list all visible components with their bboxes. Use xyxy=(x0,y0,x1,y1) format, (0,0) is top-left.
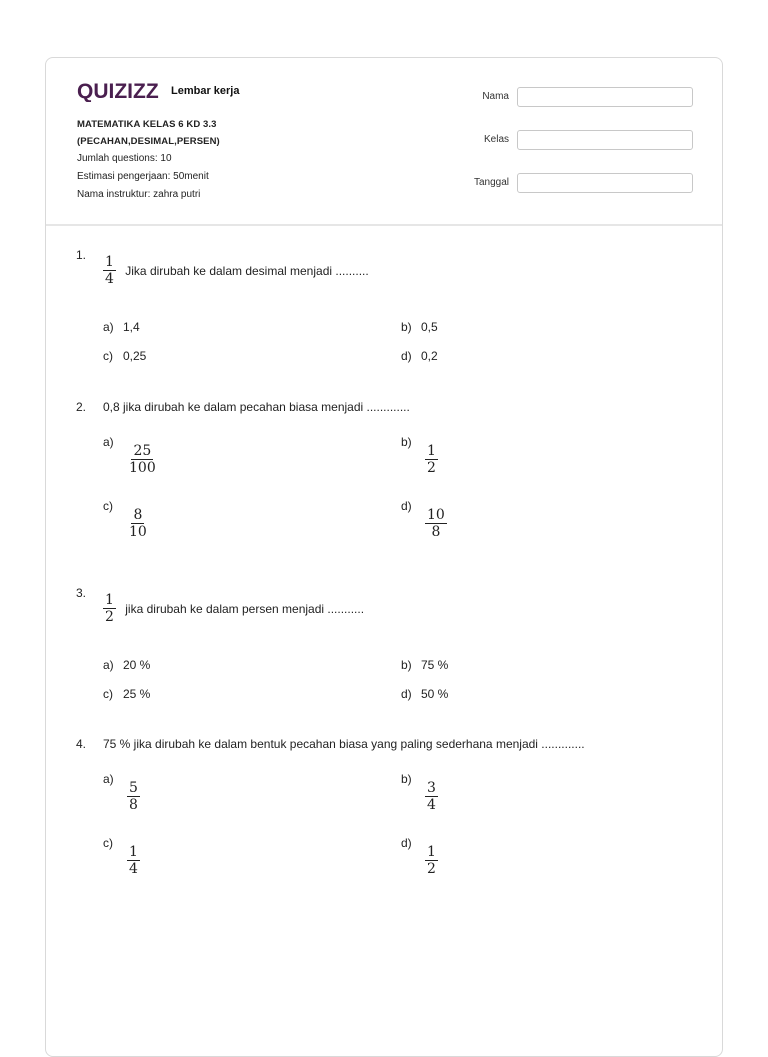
option-a[interactable]: a) 1,4 xyxy=(103,320,140,334)
option-c[interactable]: c) 0,25 xyxy=(103,349,147,363)
quizizz-logo xyxy=(77,80,165,102)
name-label: Nama xyxy=(482,91,509,102)
option-fraction: $\frac{1}{4}$ xyxy=(129,844,138,877)
worksheet-title-line1: MATEMATIKA KELAS 6 KD 3.3 xyxy=(77,119,217,130)
question-text: jika dirubah ke dalam persen menjadi ........... xyxy=(125,601,365,616)
date-label: Tanggal xyxy=(473,177,509,188)
worksheet-label: Lembar kerja xyxy=(171,85,240,97)
worksheet-header xyxy=(46,58,722,226)
class-field[interactable] xyxy=(517,130,693,150)
question-number: 2. xyxy=(76,400,87,414)
option-fraction: $\frac{8}{10}$ xyxy=(129,507,147,540)
question-fraction: $\frac{1}{4}$ xyxy=(105,254,114,287)
date-field[interactable] xyxy=(517,173,693,193)
option-d[interactable]: d) 50 % xyxy=(401,687,449,701)
worksheet-card: QUIZIZZ Lembar kerja MATEMATIKA KELAS 6 KD 3.3 (PECAHAN,DESIMAL,PERSEN) Jumlah questions: 10 Estimasi pengerjaan: 50menit Nama instruktur: zahra putri Nama Kelas Tanggal 1. $\frac{1}{4}$ Jika dirubah ke dalam desimal menjadi .......... a) 1,4 b) 0,5 c) 0,25 d) 0,2 2. 0,8 jika dirubah ke dalam pecahan biasa menjadi ............. a) $\frac{25}{100}$ b) $\frac{1}{2}$ c) $\frac{8}{10}$ d) $\frac{10}{8}$ 3. $\frac{1}{2}$ jika dirubah ke dalam persen menjadi ........... a) 20 % b) 75 % c) 25 % d) 50 % 4. 75 % jika dirubah ke dalam bentuk pecahan biasa yang paling sederhana menjadi ............. a) $\frac{5}{8}$ b) $\frac{3}{4}$ c) $\frac{1}{4}$ d) $\frac{1}{2}$ xyxy=(45,57,723,1057)
question-number: 4. xyxy=(76,737,87,751)
question-text: Jika dirubah ke dalam desimal menjadi .......... xyxy=(125,263,369,278)
option-fraction: $\frac{1}{2}$ xyxy=(427,844,436,877)
option-fraction: $\frac{10}{8}$ xyxy=(427,507,445,540)
time-estimate: Estimasi pengerjaan: 50menit xyxy=(77,171,209,182)
option-a[interactable]: a) 20 % xyxy=(103,658,151,672)
option-d[interactable]: d) 0,2 xyxy=(401,349,438,363)
question-number: 1. xyxy=(76,248,87,262)
option-c[interactable]: c) 25 % xyxy=(103,687,151,701)
option-fraction: $\frac{1}{2}$ xyxy=(427,443,436,476)
question-fraction: $\frac{1}{2}$ xyxy=(105,592,114,625)
instructor-name: Nama instruktur: zahra putri xyxy=(77,189,201,200)
option-fraction: $\frac{3}{4}$ xyxy=(427,780,436,813)
question-text: 0,8 jika dirubah ke dalam pecahan biasa menjadi ............. xyxy=(103,400,410,414)
option-fraction: $\frac{25}{100}$ xyxy=(129,443,156,476)
worksheet-meta xyxy=(77,116,220,204)
worksheet-title-line2: (PECAHAN,DESIMAL,PERSEN) xyxy=(77,136,220,147)
question-count: Jumlah questions: 10 xyxy=(77,153,172,164)
svg-text:QUIZIZZ: QUIZIZZ xyxy=(77,80,159,102)
question-number: 3. xyxy=(76,586,87,600)
brand xyxy=(77,80,239,102)
question-text: 75 % jika dirubah ke dalam bentuk pecahan biasa yang paling sederhana menjadi ............. xyxy=(103,737,585,751)
option-b[interactable]: b) 0,5 xyxy=(401,320,438,334)
name-field[interactable] xyxy=(517,87,693,107)
class-label: Kelas xyxy=(483,134,509,145)
option-fraction: $\frac{5}{8}$ xyxy=(129,780,138,813)
option-b[interactable]: b) 75 % xyxy=(401,658,449,672)
